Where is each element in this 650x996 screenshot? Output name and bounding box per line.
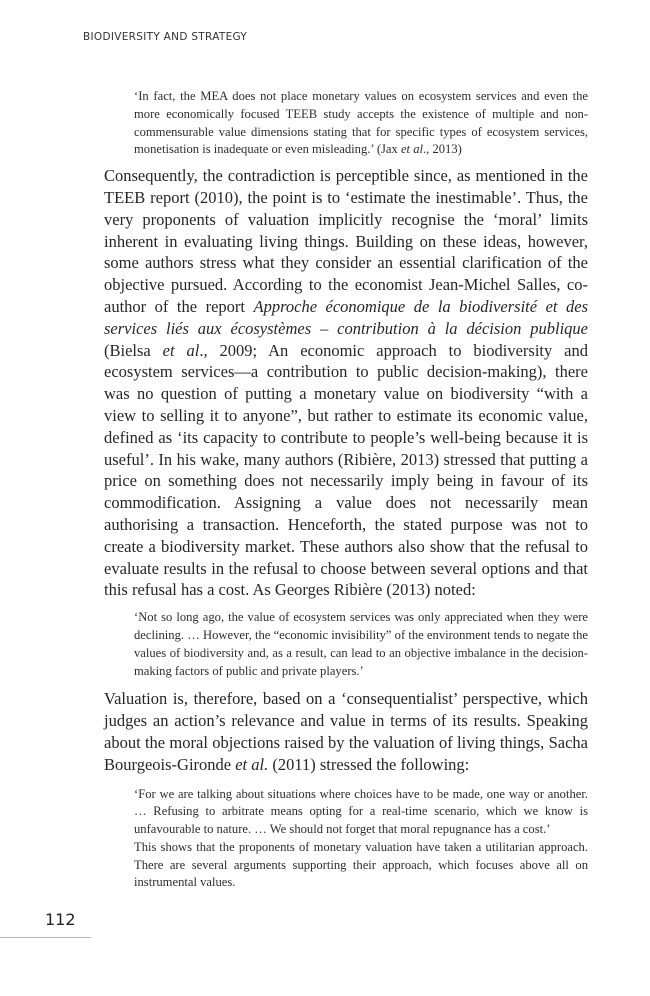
paragraph-valuation [104, 688, 588, 775]
running-head: BIODIVERSITY AND STRATEGY [83, 31, 248, 43]
page-body [104, 88, 588, 892]
paragraph-text-part: Consequently, the contradiction is perceptible since, as mentioned in the TEEB report (2010), the point is to ‘estimate the inestimable’. Thus, the very proponents of valuation implicitly recognise the ‘moral’ limits inherent in evaluating living things. Building on these ideas, however, some authors stress what they consider an essential clarification of the objective pursued. According to the economist Jean-Michel Salles, co-author of the report [104, 166, 588, 316]
quote-text: ‘Not so long ago, the value of ecosystem services was only appreciated when they were declining. … However, the “economic invisibility” of the environment tends to negate the values of biodiversity and, as a result, can lead to an objective imbalance in the decision-making factors of public and private players.’ [134, 610, 588, 678]
et-al-italic: et al [162, 340, 200, 360]
paragraph-text-part: (Bielsa [104, 340, 163, 360]
block-quote-ribiere [134, 609, 588, 680]
quote-italic: et al [400, 142, 424, 157]
block-quote-jax [134, 88, 588, 159]
paragraph-consequently [104, 165, 588, 601]
page-number: 112 [45, 910, 76, 929]
quote-text-part: ., 2013) [423, 142, 462, 157]
block-quote-bourgeois-gironde [134, 786, 588, 893]
report-title-italic: Approche économique de la biodiversité et des services liés aux écosystèmes – contribution à la décision publique [104, 296, 588, 338]
et-al-italic: et al. [235, 754, 269, 774]
paragraph-text-part: Valuation is, therefore, based on a ‘consequentialist’ perspective, which judges an action’s relevance and value in terms of its results. Speaking about the moral objections raised by the valuation of living things, Sacha Bourgeois-Gironde [104, 689, 588, 774]
paragraph-text-part: (2011) stressed the following: [268, 754, 470, 774]
quote-text [134, 88, 588, 159]
footer-rule [0, 937, 91, 938]
quote-follow-text: This shows that the proponents of monetary valuation have taken a utilitarian approach. There are several arguments supporting their approach, which focuses above all on instrumental values. [134, 839, 588, 890]
paragraph-text-part: ., 2009; An economic approach to biodiversity and ecosystem services—a contribution to public decision-making), there was no question of putting a monetary value on biodiversity “with a view to selling it to anyone”, but rather to estimate its economic value, defined as ‘its capacity to contribute to people’s well-being because it is useful’. In his wake, many authors (Ribière, 2013) stressed that putting a price on something does not necessarily imply being in favour of its commodification. Assigning a value does not necessarily mean authorising a transaction. Henceforth, the stated purpose was not to create a biodiversity market. These authors also show that the refusal to evaluate results in the refusal to choose between several options and that this refusal has a cost. As Georges Ribière (2013) noted: [104, 340, 588, 600]
quote-text: ‘For we are talking about situations where choices have to be made, one way or another. … Refusing to arbitrate means opting for a real-time scenario, which we know is unfavourable to nature. … We should not forget that moral repugnance has a cost.’ [134, 786, 588, 837]
quote-text-part: ‘In fact, the MEA does not place monetary values on ecosystem services and even the more economically focused TEEB study accepts the existence of multiple and non-commensurable value dimensions stating that for specific types of ecosystem services, monetisation is inadequate or even misleading.’ (Jax [134, 89, 588, 157]
